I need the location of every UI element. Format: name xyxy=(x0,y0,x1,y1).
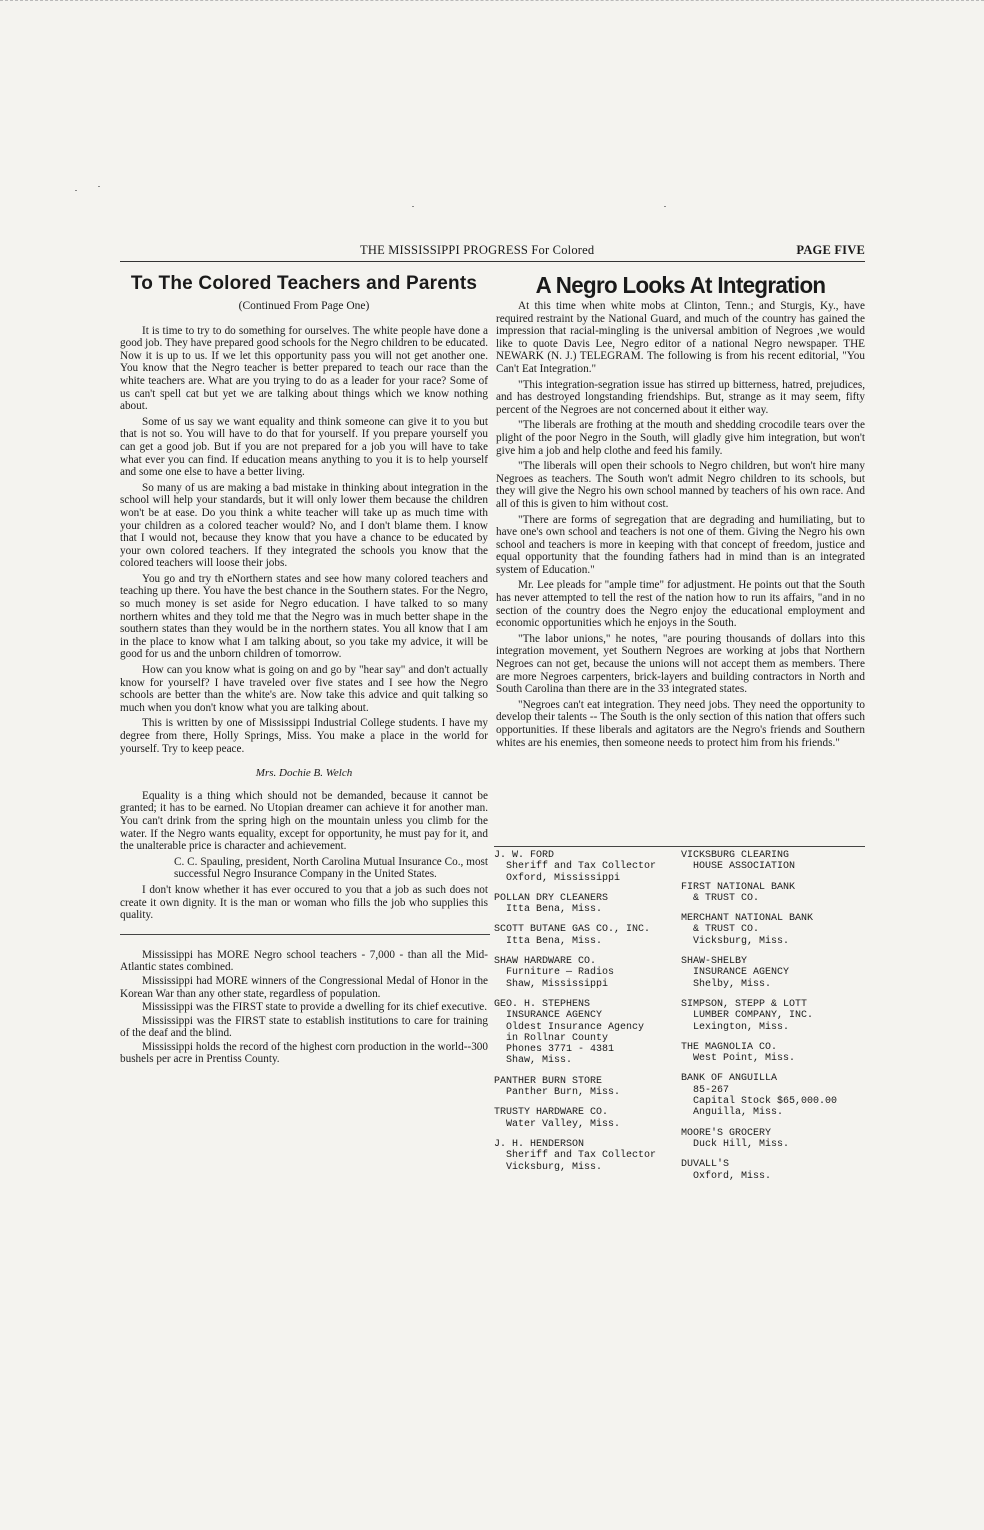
article-paragraph: This is written by one of Mississippi Industrial College students. I have my degree from there, Holly Springs, Miss. You make a place in the world for yourself. Try to keep peace. xyxy=(120,717,488,755)
advertiser-line: Anguilla, Miss. xyxy=(693,1107,784,1119)
advertiser-line: Shaw, Mississippi xyxy=(506,978,609,990)
advertiser-block xyxy=(681,850,866,873)
advertiser-line: Itta Bena, Miss. xyxy=(506,935,603,947)
masthead xyxy=(120,243,865,258)
advertiser-line: Oldest Insurance Agency xyxy=(506,1021,645,1033)
advertiser-name: FIRST NATIONAL BANK xyxy=(681,881,796,893)
scan-speck xyxy=(412,206,414,207)
advertiser-line: INSURANCE AGENCY xyxy=(693,967,790,979)
article-paragraph: "Negroes can't eat integration. They need jobs. They need the opportunity to develop their talents -- The South is the only section of this nation that offers such opportunities. If these liberals and agitators are the Negro's friends and Southern whites are his enemies, then someone needs to protect him from his friends." xyxy=(496,698,865,749)
fact-item: Mississippi had MORE winners of the Congressional Medal of Honor in the Korean War than any other state, regardless of population. xyxy=(120,974,488,1000)
advertiser-line: HOUSE ASSOCIATION xyxy=(693,861,796,873)
ads-left-column xyxy=(494,850,674,1182)
advertiser-block xyxy=(681,1073,866,1118)
advertiser-name: VICKSBURG CLEARING xyxy=(681,850,790,861)
advertiser-line: Water Valley, Miss. xyxy=(506,1118,621,1130)
advertiser-block xyxy=(494,893,674,916)
advertiser-line: Vicksburg, Miss. xyxy=(693,935,790,947)
author-signature: Mrs. Dochie B. Welch xyxy=(255,767,353,780)
advertiser-line: Vicksburg, Miss. xyxy=(506,1161,603,1173)
fact-item: Mississippi was the FIRST state to provide a dwelling for its chief executive. xyxy=(142,1001,487,1014)
article-paragraph: "The labor unions," he notes, "are pouring thousands of dollars into this integration movement, yet Southern Negroes are working at jobs that Northern Negroes can not get, because the unions will not accept them as members. There are more Negroes carpenters, brick-layers and building contractors in North and South Carolina than there are in the 33 integrated states. xyxy=(496,632,865,696)
ads-right-column xyxy=(681,850,866,1191)
advertiser-name: TRUSTY HARDWARE CO. xyxy=(494,1107,609,1119)
advertiser-block xyxy=(494,1076,674,1099)
advertiser-name: SHAW HARDWARE CO. xyxy=(494,956,597,968)
advertiser-block xyxy=(494,850,674,884)
ads-divider xyxy=(494,846,865,847)
scan-speck xyxy=(98,186,100,187)
advertiser-block xyxy=(681,999,866,1033)
advertiser-line: Oxford, Mississippi xyxy=(506,872,621,884)
article-paragraph: It is time to try to do something for ourselves. The white people have done a good job. They have prepared good schools for the Negro children to be educated. Now it is up to us. If we let this opportunity pass you will not get another one. You know that the Negro teacher is better prepared to teach our race than the white teachers are. What are you trying to do as a leader for your race? Some of us can't spell cat but yet we are talking about things which we know nothing about. xyxy=(120,324,488,413)
equality-paragraph: Equality is a thing which should not be demanded, because it cannot be granted; it has to be earned. No Utopian dreamer can achieve it for another man. You can't drink from the spring high on the mountain unless you climb for the water. If the Negro wants equality, except for opportunity, he must pay for it, and the unalterable price is character and achievement. xyxy=(120,789,488,853)
advertiser-block xyxy=(681,1042,866,1065)
advertiser-block xyxy=(494,956,674,990)
advertiser-name: THE MAGNOLIA CO. xyxy=(681,1041,778,1053)
advertiser-name: SIMPSON, STEPP & LOTT xyxy=(681,998,808,1010)
advertiser-line: Duck Hill, Miss. xyxy=(693,1138,790,1150)
advertiser-line: INSURANCE AGENCY xyxy=(506,1010,603,1022)
equality-closing: I don't know whether it has ever occured to you that a job as such does not create it own dignity. It is the man or woman who fills the job who supplies this quality. xyxy=(120,883,488,922)
advertiser-line: Furniture — Radios xyxy=(506,967,615,979)
advertiser-line: Shelby, Miss. xyxy=(693,978,772,990)
advertiser-block xyxy=(681,956,866,990)
advertiser-line: 85-267 xyxy=(693,1084,730,1096)
advertiser-line: Phones 3771 - 4381 xyxy=(506,1044,615,1056)
advertiser-block xyxy=(681,882,866,905)
left-column xyxy=(120,272,488,1067)
advertiser-line: Capital Stock $65,000.00 xyxy=(693,1096,838,1108)
article-paragraph: "There are forms of segregation that are degrading and humiliating, but to have one's own school and teachers is not one of them. Giving the Negro his own school and teachers is more in keeping with that concept of freedom, justice and equal opportunity that the founding fathers had in mind than is an integrated system of Education." xyxy=(496,513,865,576)
scan-speck xyxy=(75,190,77,191)
advertiser-line: West Point, Miss. xyxy=(693,1053,796,1065)
fact-item: Mississippi has MORE Negro school teachers - 7,000 - than all the Mid-Atlantic states combined. xyxy=(120,948,488,974)
advertiser-name: J. W. FORD xyxy=(494,850,555,861)
section-divider xyxy=(120,934,490,935)
advertiser-block xyxy=(681,1128,866,1151)
advertiser-line: Lexington, Miss. xyxy=(693,1021,790,1033)
left-headline: To The Colored Teachers and Parents xyxy=(130,273,478,294)
advertiser-line: & TRUST CO. xyxy=(693,892,760,904)
article-paragraph: Mr. Lee pleads for "ample time" for adjustment. He points out that the South has never attempted to tell the rest of the nation how to run its affairs, "and in no section of the country does the Negro enjoy the educational employment and economic opportunities which he enjoys in the South. xyxy=(496,579,865,630)
advertiser-name: PANTHER BURN STORE xyxy=(494,1075,603,1087)
advertiser-block xyxy=(494,1139,674,1173)
scan-edge-line xyxy=(0,0,984,1)
advertiser-name: SHAW-SHELBY xyxy=(681,956,748,968)
advertiser-name: MOORE'S GROCERY xyxy=(681,1127,772,1139)
page-number: PAGE FIVE xyxy=(796,243,865,257)
continued-note: (Continued From Page One) xyxy=(238,300,370,312)
advertiser-block xyxy=(494,1107,674,1130)
masthead-rule xyxy=(120,261,865,262)
advertiser-block xyxy=(681,913,866,947)
article-paragraph: You go and try th eNorthern states and see how many colored teachers and teaching up there. You have the best chance in the Southern states. For the Negro, so much money is set aside for Negro education. I have talked to so many northern whites and they told me that the Negro was in much better shape in the southern states than they would be in the northern states. You all know that I am in the place to know what I am talking about, so you take my advice, it will be good for us and the unborn children of tomorrow. xyxy=(120,572,488,661)
article-paragraph: So many of us are making a bad mistake in thinking about integration in the school will help your standards, but it will only lower them because the children won't be at ease. Do you think a white teacher will take up as much time with your children as a colored teacher would? No, and I don't blame them. I know that I would not, because they know that you have a chance to be educated by your own colored teachers. If they integrated the schools you know that the colored teachers will loose their jobs. xyxy=(120,481,488,570)
article-paragraph: Some of us say we want equality and think someone can give it to you but that is not so. You will have to do that for yourself. If you prepare yourself you can get a good job. But if you are not prepared for a job you will have to take what ever you can find. If education means anything to you it is to help yourself and some one else to have a better living. xyxy=(120,415,488,479)
advertiser-line: Sheriff and Tax Collector xyxy=(506,1150,657,1162)
advertiser-name: POLLAN DRY CLEANERS xyxy=(494,892,609,904)
advertiser-line: in Rollnar County xyxy=(506,1032,609,1044)
advertiser-block xyxy=(681,1159,866,1182)
article-paragraph: At this time when white mobs at Clinton, Tenn.; and Sturgis, Ky., have required restraint by the National Guard, and much of the country has gained the impression that racial-mingling is the universal ambition of Negroes ,we would like to quote Davis Lee, Negro editor of a national Negro newspaper. THE NEWARK (N. J.) TELEGRAM. The following is from his recent editorial, "You Can't Eat Integration." xyxy=(496,300,865,375)
article-paragraph: How can you know what is going on and go by "hear say" and don't actually know for yourself? I have traveled over five states and I see how the Negro schools are better than the white's are. Now take this advice and quit talking so much when you don't know what you are talking about. xyxy=(120,664,488,714)
advertiser-line: Itta Bena, Miss. xyxy=(506,904,603,916)
advertiser-block xyxy=(494,924,674,947)
advertiser-line: Sheriff and Tax Collector xyxy=(506,861,657,873)
right-column xyxy=(496,272,865,752)
publication-name: THE MISSISSIPPI PROGRESS For Colored xyxy=(360,243,595,257)
article-paragraph: "This integration-segration issue has stirred up bitterness, hatred, prejudices, and has destroyed longstanding friendships. But, strange as it may seem, fifty percent of the Negroes are not concerned about it either way. xyxy=(496,378,865,416)
advertiser-name: J. H. HENDERSON xyxy=(494,1138,585,1150)
advertiser-line: LUMBER COMPANY, INC. xyxy=(693,1010,814,1022)
article-paragraph: "The liberals are frothing at the mouth and shedding crocodile tears over the plight of the poor Negro in the South, will gladly give him integration, but won't give him a job and help clothe and feed his family. xyxy=(496,419,865,457)
advertiser-name: BANK OF ANGUILLA xyxy=(681,1073,778,1085)
scan-speck xyxy=(664,206,666,207)
quote-attribution: C. C. Spauling, president, North Carolina Mutual Insurance Co., most successful Negro Insurance Company in the United States. xyxy=(174,855,488,881)
advertiser-name: MERCHANT NATIONAL BANK xyxy=(681,913,814,925)
advertiser-name: SCOTT BUTANE GAS CO., INC. xyxy=(494,924,651,936)
advertiser-name: GEO. H. STEPHENS xyxy=(494,998,591,1010)
mississippi-facts xyxy=(120,949,488,1066)
advertiser-line: Oxford, Miss. xyxy=(693,1170,772,1182)
advertiser-line: Panther Burn, Miss. xyxy=(506,1087,621,1099)
advertiser-block xyxy=(494,999,674,1067)
fact-item: Mississippi was the FIRST state to establish institutions to care for training of the deaf and the blind. xyxy=(120,1014,488,1040)
advertiser-line: Shaw, Miss. xyxy=(506,1055,573,1067)
advertiser-line: & TRUST CO. xyxy=(693,924,760,936)
fact-item: Mississippi holds the record of the highest corn production in the world--300 bushels per acre in Prentiss County. xyxy=(120,1040,488,1066)
article-paragraph: "The liberals will open their schools to Negro children, but won't hire many Negroes as teachers. The South won't admit Negro children to its schools, but they will give the Negro his own school manned by teachers of his own race. And all of this is given to him without cost. xyxy=(496,460,865,510)
advertiser-name: DUVALL'S xyxy=(681,1159,730,1171)
right-headline: A Negro Looks At Integration xyxy=(535,272,826,298)
